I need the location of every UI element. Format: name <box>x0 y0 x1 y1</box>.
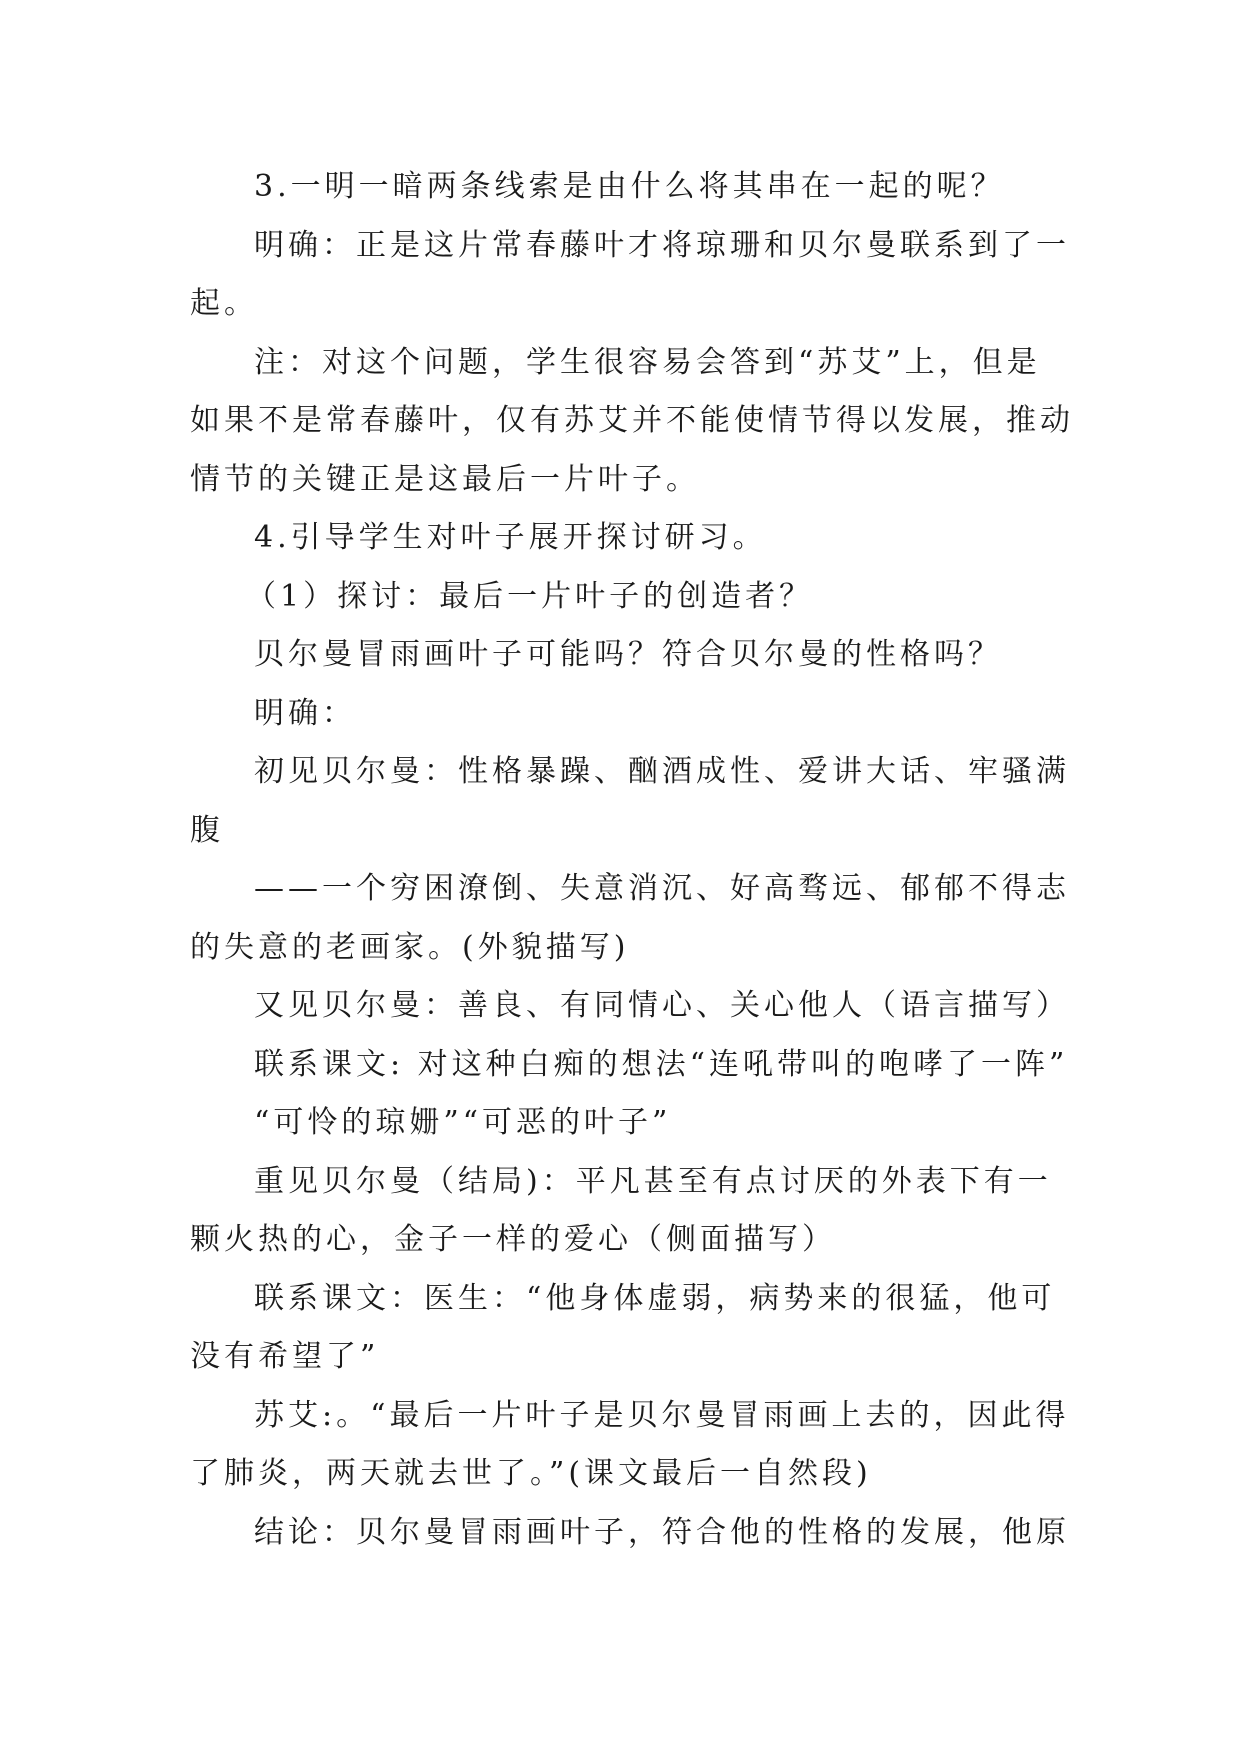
question-3-line: 3.一明一暗两条线索是由什么将其串在一起的呢？ <box>254 169 1005 204</box>
subquestion-1-line: （1）探讨：最后一片叶子的创造者？ <box>246 578 814 614</box>
second-meet-line: 又见贝尔曼：善良、有同情心、关心他人（语言描写） <box>254 988 1070 1023</box>
dash-line-cont: 的失意的老画家。(外貌描写) <box>190 929 630 965</box>
answer-line: 明确：正是这片常春藤叶才将琼珊和贝尔曼联系到了一 <box>254 227 1070 263</box>
text-link-line-cont: “可怜的琼姗”“可恶的叶子” <box>254 1105 672 1140</box>
answer-line-cont: 起。 <box>190 286 258 321</box>
first-meet-line-cont: 腹 <box>190 812 224 848</box>
note-line: 注：对这个问题，学生很容易会答到“苏艾”上，但是 <box>254 344 1041 380</box>
question-4-line: 4.引导学生对叶子展开探讨研习。 <box>254 520 767 555</box>
note-line-cont: 如果不是常春藤叶，仅有苏艾并不能使情节得以发展，推动 <box>190 403 1074 438</box>
first-meet-line: 初见贝尔曼：性格暴躁、酗酒成性、爱讲大话、牢骚满 <box>254 754 1070 789</box>
doctor-line-cont: 没有希望了” <box>190 1339 380 1374</box>
conclusion-line: 结论：贝尔曼冒雨画叶子，符合他的性格的发展，他原 <box>254 1514 1070 1550</box>
doctor-line: 联系课文：医生：“他身体虚弱，病势来的很猛，他可 <box>254 1280 1056 1316</box>
note-line-cont: 情节的关键正是这最后一片叶子。 <box>190 461 700 497</box>
third-meet-line: 重见贝尔曼（结局)：平凡甚至有点讨厌的外表下有一 <box>254 1163 1052 1199</box>
answer-label-line: 明确： <box>254 695 356 731</box>
text-line: 贝尔曼冒雨画叶子可能吗？符合贝尔曼的性格吗？ <box>254 637 1002 672</box>
document-body <box>190 158 1074 1562</box>
dash-line: ——一个穷困潦倒、失意消沉、好高骛远、郁郁不得志 <box>254 871 1070 906</box>
sue-line-cont: 了肺炎，两天就去世了。”(课文最后一自然段) <box>190 1456 872 1491</box>
text-link-line: 联系课文: 对这种白痴的想法“连吼带叫的咆哮了一阵” <box>254 1046 1069 1082</box>
third-meet-line-cont: 颗火热的心，金子一样的爱心（侧面描写） <box>190 1222 836 1257</box>
sue-line: 苏艾:。“最后一片叶子是贝尔曼冒雨画上去的，因此得 <box>254 1397 1070 1433</box>
